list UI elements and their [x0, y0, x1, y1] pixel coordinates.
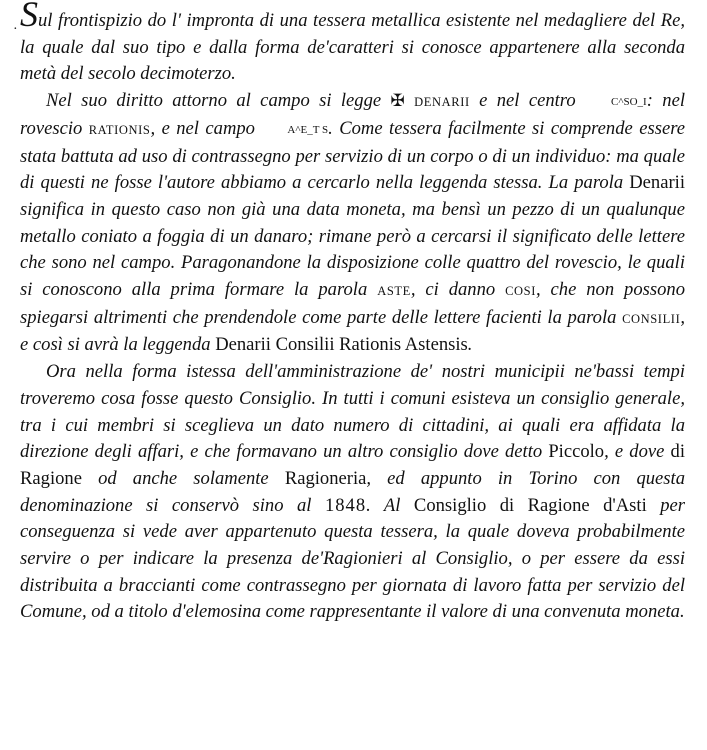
text-run: , che non possono spiegarsi altrimenti che prendendole come parte delle lettere facienti la parola	[20, 279, 686, 328]
full-legend: Denarii Consilii Rationis Astensis	[215, 334, 468, 356]
word-consilii: CONSILII	[622, 311, 681, 326]
word-piccolo: Piccolo	[548, 441, 605, 463]
word-consiglio-ragione: Consiglio di Ragione d'Asti	[413, 494, 647, 516]
word-denarii: Denarii	[629, 172, 685, 194]
paragraph-description	[20, 88, 685, 359]
legend-denarii: DENARII	[414, 95, 470, 110]
text-run: , ed appunto in Torino con questa denominazione si conservò sino al	[20, 467, 685, 516]
paragraph-intro	[13, 0, 685, 88]
legend-rationis: RATIONIS	[88, 122, 151, 137]
text-run: , ci danno	[410, 279, 506, 301]
paragraph-intro-text: ul frontispizio do l' impronta di una tessera metallica esistente nel medagliere del Re, la quale dal suo tipo e dalla forma de'caratteri si conosce appartenere alla seconda metà del secolo decimoterzo.	[20, 10, 685, 85]
text-run: . Al	[366, 494, 414, 516]
text-run: od anche solamente	[81, 467, 285, 489]
field-letters-centro: C^SO_I	[611, 96, 647, 109]
word-cosi: COSI	[505, 284, 536, 299]
text-run: , e dove	[604, 441, 671, 463]
text-run: , e così si avrà la leggenda	[20, 306, 685, 356]
text-run: per conseguenza si vede aver appartenuto questa tessera, la quale doveva probabilmente servire o per indicare la presenza de'Ragionieri al Consiglio, o per essere da essi distribuita a braccianti come contrassegno per giornata di lavoro fatta per servizio del Comune, od a titolo d'elemosina come rappresentante il valore di una convenuta moneta.	[20, 494, 686, 623]
text-run: , e nel campo	[150, 117, 262, 139]
word-di-ragione: di Ragione	[20, 441, 685, 489]
cross-symbol-icon: ✠	[390, 91, 405, 111]
word-aste: ASTE	[377, 284, 411, 299]
text-run: e nel centro	[469, 90, 585, 112]
year-1848: 1848	[324, 494, 367, 516]
text-run: Ora nella forma istessa dell'amministrazione de' nostri municipii ne'bassi tempi troveremo cosa fosse questo Consiglio. In tutti i comuni esisteva un consiglio generale, tra i cui membri si sceglieva un dato numero di cittadini, ai quali era affidata la direzione degli affari, e che formavano un altro consiglio dove detto	[20, 361, 685, 463]
word-ragioneria: Ragioneria	[284, 467, 367, 489]
field-letters-campo: A^E_T S	[287, 123, 329, 136]
text-run: .	[467, 334, 473, 356]
drop-cap: S	[20, 0, 38, 34]
paragraph-council	[20, 359, 685, 626]
margin-dot: ·	[13, 22, 18, 37]
text-run: significa in questo caso non già una data moneta, ma bensì un pezzo di un qualunque metallo coniato a foggia di un danaro; rimane però a cercarsi il significato delle lettere che sono nel campo. Paragonandone la disposizione colle quattro del rovescio, le quali si conoscono alla prima formare la parola	[20, 198, 685, 301]
text-run: . Come tessera facilmente si comprende essere stata battuta ad uso di contrassegno per servizio di un corpo o di un individuo: ma quale di questi ne fosse l'autore abbiamo a cercarlo nella leggenda stessa. La parola	[20, 117, 685, 194]
text-run: Nel suo diritto attorno al campo si legge	[46, 90, 391, 112]
text-run: : nel rovescio	[20, 90, 686, 139]
